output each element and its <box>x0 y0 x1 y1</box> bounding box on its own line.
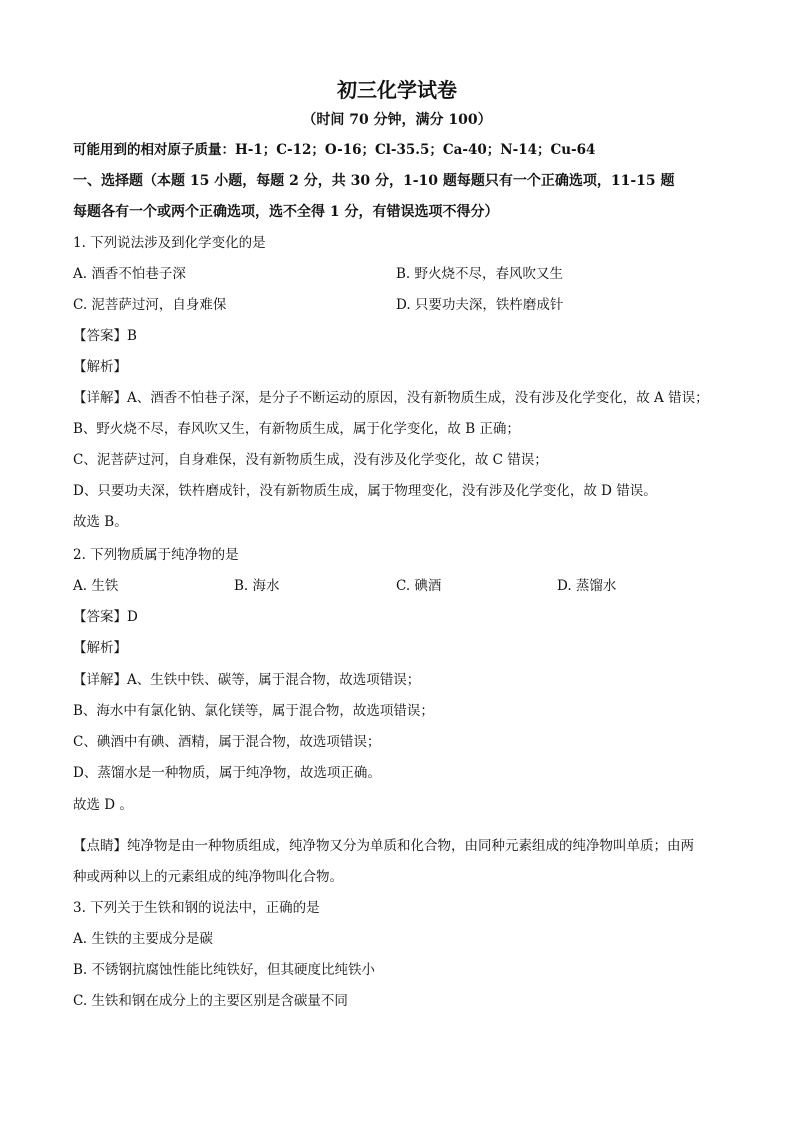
q2-choice: 故选 D 。 <box>73 797 133 813</box>
page-title: 初三化学试卷 <box>337 78 457 102</box>
q2-detail-line2: B、海水中有氯化钠、氯化镁等，属于混合物，故选项错误； <box>73 703 434 719</box>
q3-option-a: A. 生铁的主要成分是碳 <box>73 931 213 947</box>
q1-answer: 【答案】B <box>73 328 137 344</box>
q2-detail-line1: 【详解】A、生铁中铁、碳等，属于混合物，故选项错误； <box>73 672 421 688</box>
q1-detail-line4: D、只要功夫深，铁杵磨成针，没有新物质生成，属于物理变化，没有涉及化学变化，故 D 错误。 <box>73 483 657 499</box>
q1-detail-line2: B、野火烧不尽，春风吹又生，有新物质生成，属于化学变化，故 B 正确； <box>73 421 520 437</box>
section-heading-line1: 一、选择题（本题 15 小题，每题 2 分，共 30 分，1-10 题每题只有一个正确选项，11-15 题 <box>73 173 675 189</box>
q3-option-b: B. 不锈钢抗腐蚀性能比纯铁好，但其硬度比纯铁小 <box>73 962 376 978</box>
q2-option-d: D. 蒸馏水 <box>557 578 617 594</box>
q2-option-b: B. 海水 <box>234 578 280 594</box>
q1-detail-line1: 【详解】A、酒香不怕巷子深，是分子不断运动的原因，没有新物质生成，没有涉及化学变化，故 A 错误； <box>73 390 709 406</box>
q2-detail-line3: C、碘酒中有碘、酒精，属于混合物，故选项错误； <box>73 734 381 750</box>
q2-option-c: C. 碘酒 <box>396 578 442 594</box>
q2-option-a: A. 生铁 <box>73 578 119 594</box>
q3-option-c: C. 生铁和钢在成分上的主要区别是含碳量不同 <box>73 993 348 1009</box>
q1-option-a: A. 酒香不怕巷子深 <box>73 266 186 282</box>
q1-stem: 1. 下列说法涉及到化学变化的是 <box>73 235 266 251</box>
q1-option-b: B. 野火烧不尽，春风吹又生 <box>396 266 564 282</box>
atomic-mass-line: 可能用到的相对原子质量：H-1；C-12；O-16；Cl-35.5；Ca-40；N-14；Cu-64 <box>73 142 596 158</box>
q1-choice: 故选 B。 <box>73 514 128 530</box>
q2-comment-line1: 【点睛】纯净物是由一种物质组成，纯净物又分为单质和化合物，由同种元素组成的纯净物叫单质；由两 <box>73 838 694 854</box>
q1-option-c: C. 泥菩萨过河，自身难保 <box>73 297 227 313</box>
q1-detail-line3: C、泥菩萨过河，自身难保，没有新物质生成，没有涉及化学变化，故 C 错误； <box>73 452 548 468</box>
q3-stem: 3. 下列关于生铁和钢的说法中，正确的是 <box>73 900 320 916</box>
q1-option-d: D. 只要功夫深，铁杵磨成针 <box>396 297 564 313</box>
q2-stem: 2. 下列物质属于纯净物的是 <box>73 547 239 563</box>
q2-answer: 【答案】D <box>73 609 138 625</box>
section-heading-line2: 每题各有一个或两个正确选项，选不全得 1 分，有错误选项不得分） <box>73 204 499 220</box>
q1-analysis-label: 【解析】 <box>73 359 127 375</box>
page-subtitle: （时间 70 分钟，满分 100） <box>302 112 492 128</box>
q2-analysis-label: 【解析】 <box>73 640 127 656</box>
q2-detail-line4: D、蒸馏水是一种物质，属于纯净物，故选项正确。 <box>73 765 381 781</box>
q2-comment-line2: 种或两种以上的元素组成的纯净物叫化合物。 <box>73 869 343 885</box>
